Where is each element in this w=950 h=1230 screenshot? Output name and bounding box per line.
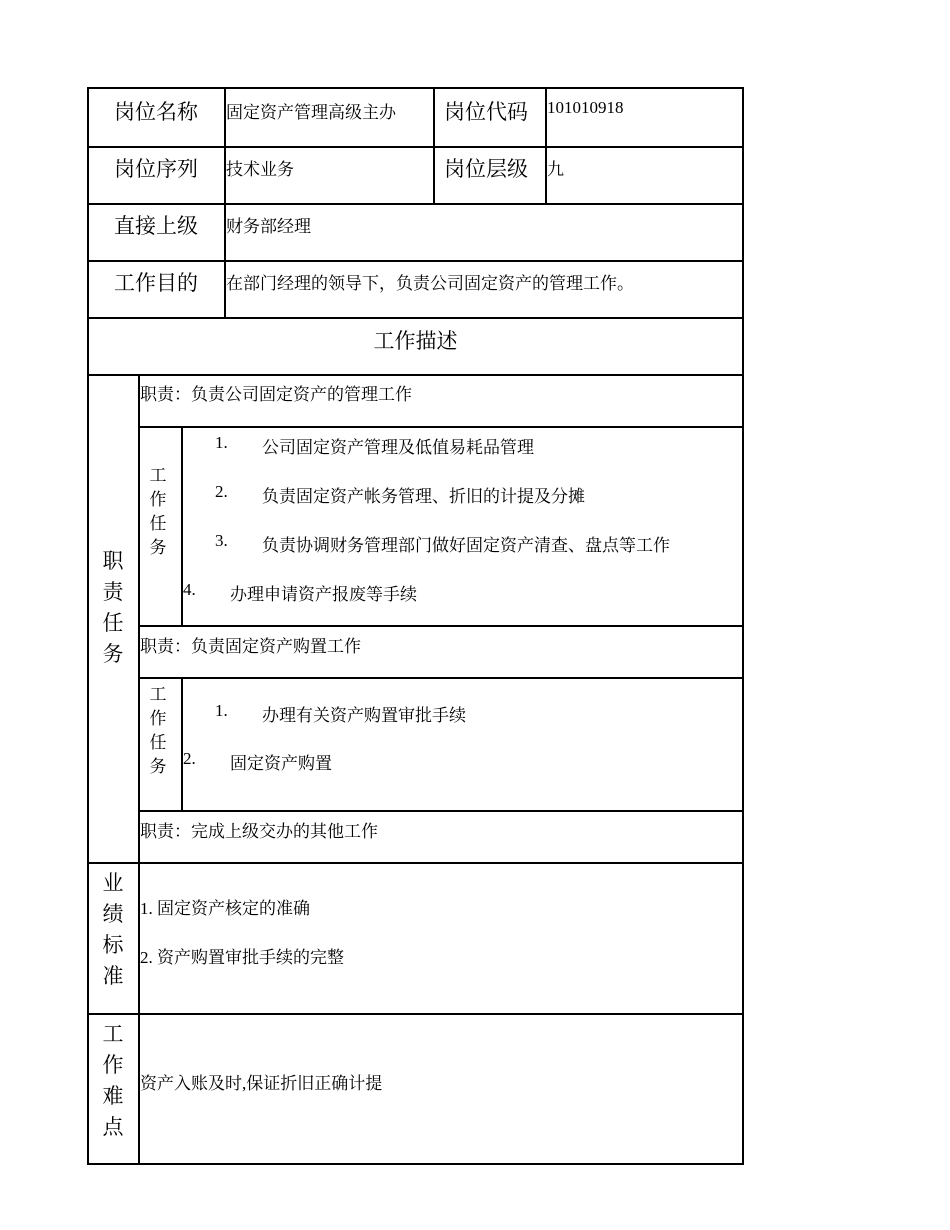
position-code-label: 岗位代码 bbox=[444, 100, 528, 124]
task-text: 办理申请资产报废等手续 bbox=[230, 585, 417, 604]
duties-label-char: 务 bbox=[102, 642, 124, 666]
row-divider bbox=[87, 862, 744, 864]
task-label-char: 任 bbox=[149, 514, 167, 533]
task-label-char: 工 bbox=[149, 466, 167, 485]
task-text: 负责固定资产帐务管理、折旧的计提及分摊 bbox=[262, 487, 585, 506]
row-divider bbox=[87, 203, 744, 205]
task-number: 2. bbox=[215, 482, 228, 501]
row-divider bbox=[138, 426, 744, 428]
performance-label bbox=[101, 868, 125, 992]
difficulty-label-char: 作 bbox=[102, 1053, 124, 1077]
task-label-char: 作 bbox=[149, 709, 167, 728]
row-divider bbox=[87, 317, 744, 319]
table-border-top bbox=[87, 87, 744, 89]
row-divider bbox=[87, 1013, 744, 1015]
task-label-char: 务 bbox=[149, 538, 167, 557]
difficulty-label-char: 点 bbox=[102, 1115, 124, 1139]
performance-label-char: 业 bbox=[102, 871, 124, 895]
col-divider bbox=[433, 87, 435, 204]
task-label-char: 任 bbox=[149, 733, 167, 752]
col-divider bbox=[138, 374, 140, 1164]
task-number: 1. bbox=[215, 433, 228, 452]
position-name-label: 岗位名称 bbox=[114, 100, 198, 124]
table-border-bottom bbox=[87, 1163, 744, 1165]
performance-label-char: 绩 bbox=[102, 902, 124, 926]
description-title: 工作描述 bbox=[373, 329, 458, 353]
task-text: 办理有关资产购置审批手续 bbox=[262, 706, 466, 725]
duties-label bbox=[101, 546, 125, 670]
row-divider bbox=[138, 810, 744, 812]
duty-title: 职责：负责固定资产购置工作 bbox=[140, 637, 361, 656]
row-divider bbox=[138, 625, 744, 627]
level-label: 岗位层级 bbox=[444, 157, 528, 181]
sequence-label: 岗位序列 bbox=[114, 157, 198, 181]
duty-title: 职责：负责公司固定资产的管理工作 bbox=[140, 385, 412, 404]
task-number: 1. bbox=[215, 701, 228, 720]
performance-item: 1. 固定资产核定的准确 bbox=[140, 899, 310, 918]
row-divider bbox=[87, 146, 744, 148]
performance-label-char: 标 bbox=[102, 933, 124, 957]
supervisor-value: 财务部经理 bbox=[226, 217, 311, 236]
row-divider bbox=[138, 677, 744, 679]
task-label-char: 工 bbox=[149, 685, 167, 704]
purpose-value: 在部门经理的领导下，负责公司固定资产的管理工作。 bbox=[226, 274, 634, 293]
task-number: 4. bbox=[183, 580, 196, 599]
duties-label-char: 任 bbox=[102, 611, 124, 635]
difficulty-label bbox=[101, 1019, 125, 1143]
task-text: 固定资产购置 bbox=[230, 754, 332, 773]
level-value: 九 bbox=[547, 160, 564, 179]
task-text: 负责协调财务管理部门做好固定资产清查、盘点等工作 bbox=[262, 536, 670, 555]
col-divider bbox=[181, 677, 183, 811]
duties-label-char: 职 bbox=[102, 549, 124, 573]
task-label bbox=[148, 464, 168, 560]
row-divider bbox=[87, 260, 744, 262]
task-text: 公司固定资产管理及低值易耗品管理 bbox=[262, 438, 534, 457]
performance-label-char: 准 bbox=[102, 964, 124, 988]
row-divider bbox=[87, 374, 744, 376]
task-number: 2. bbox=[183, 749, 196, 768]
table-border-right bbox=[742, 87, 744, 1165]
table-border-left bbox=[87, 87, 89, 1165]
sequence-value: 技术业务 bbox=[226, 160, 294, 179]
position-name-value: 固定资产管理高级主办 bbox=[226, 103, 396, 122]
task-label-char: 作 bbox=[149, 490, 167, 509]
difficulty-label-char: 工 bbox=[102, 1022, 124, 1046]
difficulty-label-char: 难 bbox=[102, 1084, 124, 1108]
duties-label-char: 责 bbox=[102, 580, 124, 604]
performance-item: 2. 资产购置审批手续的完整 bbox=[140, 948, 344, 967]
position-code-value: 101010918 bbox=[547, 98, 624, 117]
supervisor-label: 直接上级 bbox=[114, 214, 198, 238]
purpose-label: 工作目的 bbox=[114, 271, 198, 295]
task-label-char: 务 bbox=[149, 757, 167, 776]
task-label bbox=[148, 683, 168, 779]
task-number: 3. bbox=[215, 531, 228, 550]
difficulty-text: 资产入账及时,保证折旧正确计提 bbox=[140, 1074, 383, 1093]
duty-title: 职责：完成上级交办的其他工作 bbox=[140, 822, 378, 841]
